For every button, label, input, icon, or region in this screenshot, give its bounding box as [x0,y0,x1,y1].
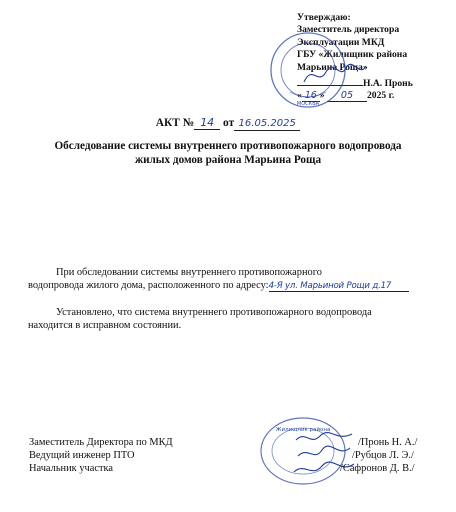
approval-date-day: 16 [302,90,320,102]
role-lead-engineer: Ведущий инженер ПТО [29,450,135,462]
approval-date-year: 2025 г. [367,90,395,102]
paragraph1-line-1: При обследовании системы внутреннего противопожарного [56,267,322,278]
paragraph-conclusion [28,306,438,332]
act-date: 16.05.2025 [234,118,300,131]
stamp-bottom-top-text: Жилищник района [275,427,331,433]
act-prefix: АКТ № [155,117,195,129]
approval-line-2: Эксплуатации МКД [297,36,385,48]
address-value: 4-Я ул. Марьиной Рощи д.17 [269,280,409,292]
act-from: от [223,117,235,129]
approval-line-3: ГБУ «Жилищник района [297,49,408,61]
role-deputy-director: Заместитель Директора по МКД [29,437,173,448]
name-pron: /Пронь Н. А./ [358,437,418,448]
act-subtitle [0,139,456,167]
act-number: 14 [194,117,220,130]
approval-date-line: « 16 » 05 2025 г. [297,90,395,102]
approval-date-month: 05 [327,90,367,102]
approval-line-1: Заместитель директора [297,24,400,36]
subtitle-line-1: Обследование системы внутреннего противопожарного водопровода [54,140,402,152]
stamp-top-bottom-text: МОСКВА [296,101,320,107]
name-safronov: /Сафронов Д. В./ [340,463,415,475]
paragraph2-line-2: находится в исправном состоянии. [28,320,182,331]
signature-top [300,60,370,90]
signature-names [338,436,417,476]
name-rubtsov: /Рубцов Л. Э./ [352,450,414,462]
approval-heading: Утверждаю: [297,12,351,23]
subtitle-line-2: жилых домов района Марьина Роща [134,154,322,166]
paragraph1-line-2: водопровода жилого дома, расположенного по адресу:4-Я ул. Марьиной Рощи д.17 [28,279,438,292]
act-title [0,117,456,131]
role-site-chief: Начальник участка [29,463,114,475]
signature-roles [29,436,173,476]
approval-signer: Н.А. Пронь [363,78,413,90]
approval-line-4: Марьина Роща» [297,61,368,73]
paragraph-inspection [28,266,438,292]
paragraph2-line-1: Установлено, что система внутреннего противопожарного водопровода [56,307,372,318]
